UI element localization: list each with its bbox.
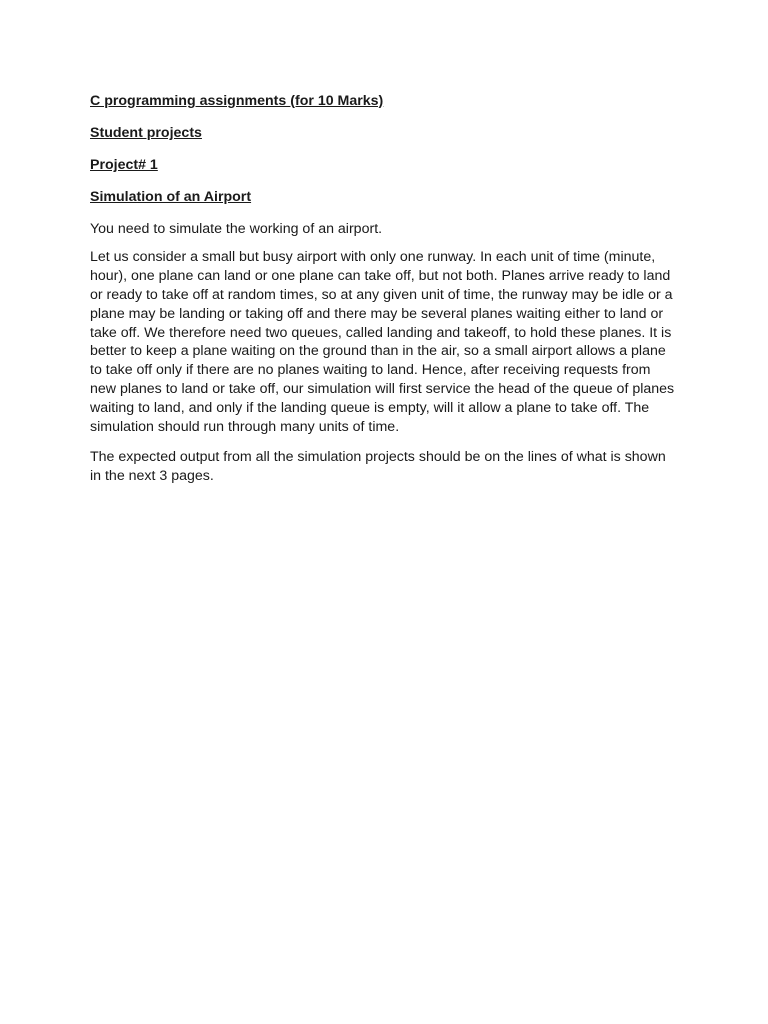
project-title-heading: Simulation of an Airport [90, 189, 252, 205]
document-content [90, 92, 680, 497]
body-paragraph: Let us consider a small but busy airport with only one runway. In each unit of time (minute, hour), one plane can land or one plane can take off, but not both. Planes arrive ready to land or ready to take off at random times, so at any given unit of time, the runway may be idle or a plane may be landing or taking off and there may be several planes waiting either to land or take off. We therefore need two queues, called landing and takeoff, to hold these planes. It is better to keep a plane waiting on the ground than in the air, so a small airport allows a plane to take off only if there are no planes waiting to land. Hence, after receiving requests from new planes to land or take off, our simulation will first service the head of the queue of planes waiting to land, and only if the landing queue is empty, will it allow a plane to take off. The simulation should run through many units of time. [90, 248, 675, 436]
assignment-heading: C programming assignments (for 10 Marks) [90, 93, 384, 109]
expected-output-paragraph: The expected output from all the simulation projects should be on the lines of what is shown in the next 3 pages. [90, 448, 666, 484]
intro-paragraph: You need to simulate the working of an airport. [90, 221, 383, 237]
project-number-heading: Project# 1 [90, 157, 158, 173]
student-projects-heading: Student projects [90, 125, 202, 141]
